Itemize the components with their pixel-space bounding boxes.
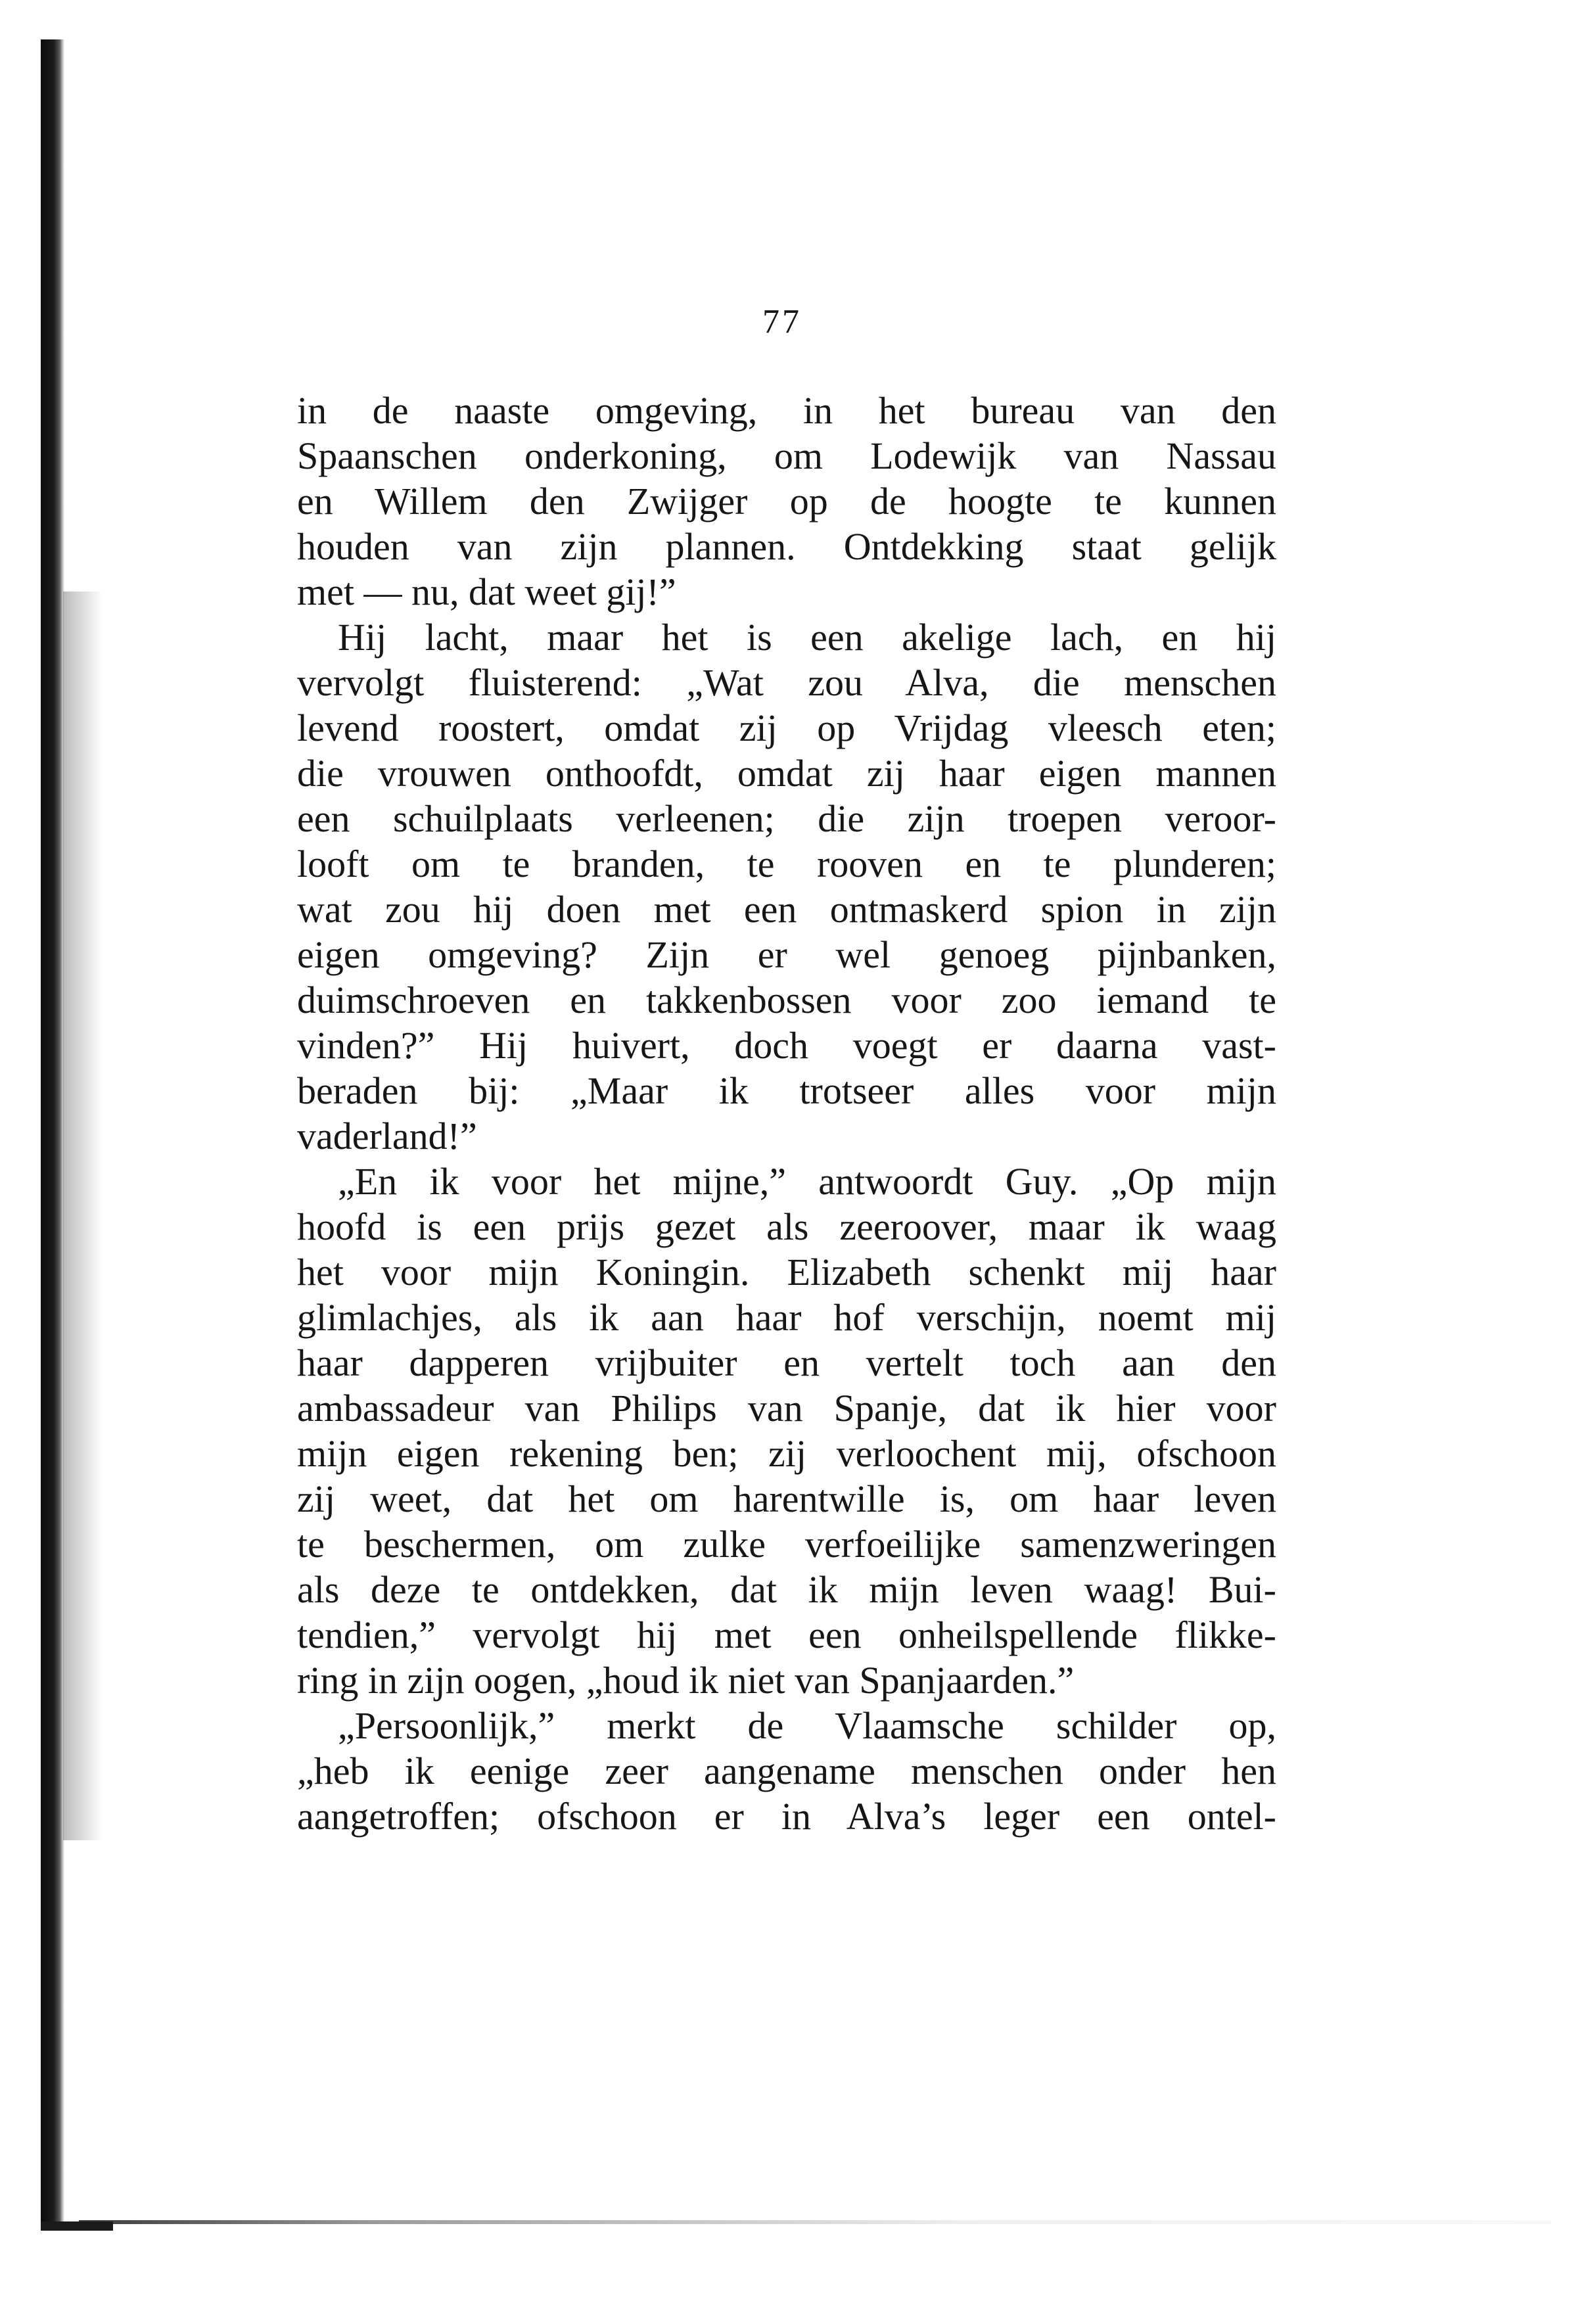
text-line: vinden?” Hij huivert, doch voegt er daarna vast- <box>297 1024 1276 1067</box>
text-line: het voor mijn Koningin. Elizabeth schenkt mij haar <box>297 1251 1276 1293</box>
text-line: eigen omgeving? Zijn er wel genoeg pijnbanken, <box>297 933 1276 976</box>
text-line: glimlachjes, als ik aan haar hof verschijn, noemt mij <box>297 1296 1276 1339</box>
text-line: ambassadeur van Philips van Spanje, dat ik hier voor <box>297 1387 1276 1429</box>
text-line: houden van zijn plannen. Ontdekking staat gelijk <box>297 525 1276 568</box>
text-line: beraden bij: „Maar ik trotseer alles voor mijn <box>297 1069 1276 1112</box>
text-line: tendien,” vervolgt hij met een onheilspellende flikke- <box>297 1614 1276 1656</box>
text-line-paragraph-start: „Persoonlijk,” merkt de Vlaamsche schilder op, <box>338 1704 1276 1747</box>
text-line: duimschroeven en takkenbossen voor zoo iemand te <box>297 979 1276 1021</box>
text-line: ring in zijn oogen, „houd ik niet van Spanjaarden.” <box>297 1659 1075 1702</box>
text-line: en Willem den Zwijger op de hoogte te kunnen <box>297 480 1276 523</box>
body-text <box>297 388 1276 1839</box>
text-line: zij weet, dat het om harentwille is, om haar leven <box>297 1477 1276 1520</box>
page-bottom-edge <box>79 2220 1551 2224</box>
page-bottom-corner <box>41 2221 113 2231</box>
text-line: vervolgt fluisterend: „Wat zou Alva, die menschen <box>297 661 1276 704</box>
text-line: met — nu, dat weet gij!” <box>297 570 676 613</box>
text-line: een schuilplaats verleenen; die zijn troepen veroor- <box>297 797 1276 840</box>
text-line: hoofd is een prijs gezet als zeeroover, maar ik waag <box>297 1205 1276 1248</box>
binding-edge <box>41 39 64 2228</box>
text-line-paragraph-start: Hij lacht, maar het is een akelige lach, en hij <box>338 616 1276 659</box>
text-line: te beschermen, om zulke verfoeilijke samenzweringen <box>297 1523 1276 1566</box>
text-line: aangetroffen; ofschoon er in Alva’s leger een ontel- <box>297 1795 1276 1838</box>
text-line: looft om te branden, te rooven en te plunderen; <box>297 843 1276 885</box>
text-line: mijn eigen rekening ben; zij verloochent mij, ofschoon <box>297 1432 1276 1475</box>
text-line: vaderland!” <box>297 1115 477 1157</box>
text-line: levend roostert, omdat zij op Vrijdag vleesch eten; <box>297 707 1276 749</box>
binding-shadow <box>63 592 103 1840</box>
text-line: die vrouwen onthoofdt, omdat zij haar eigen mannen <box>297 752 1276 795</box>
text-line: „heb ik eenige zeer aangename menschen onder hen <box>297 1750 1276 1792</box>
text-line-paragraph-start: „En ik voor het mijne,” antwoordt Guy. „Op mijn <box>338 1160 1276 1203</box>
text-line: in de naaste omgeving, in het bureau van den <box>297 389 1276 432</box>
text-line: Spaanschen onderkoning, om Lodewijk van Nassau <box>297 434 1276 477</box>
text-line: als deze te ontdekken, dat ik mijn leven waag! Bui- <box>297 1568 1276 1611</box>
text-line: wat zou hij doen met een ontmaskerd spion in zijn <box>297 888 1276 931</box>
text-line: haar dapperen vrijbuiter en vertelt toch aan den <box>297 1341 1276 1384</box>
page-number: 77 <box>762 303 802 340</box>
